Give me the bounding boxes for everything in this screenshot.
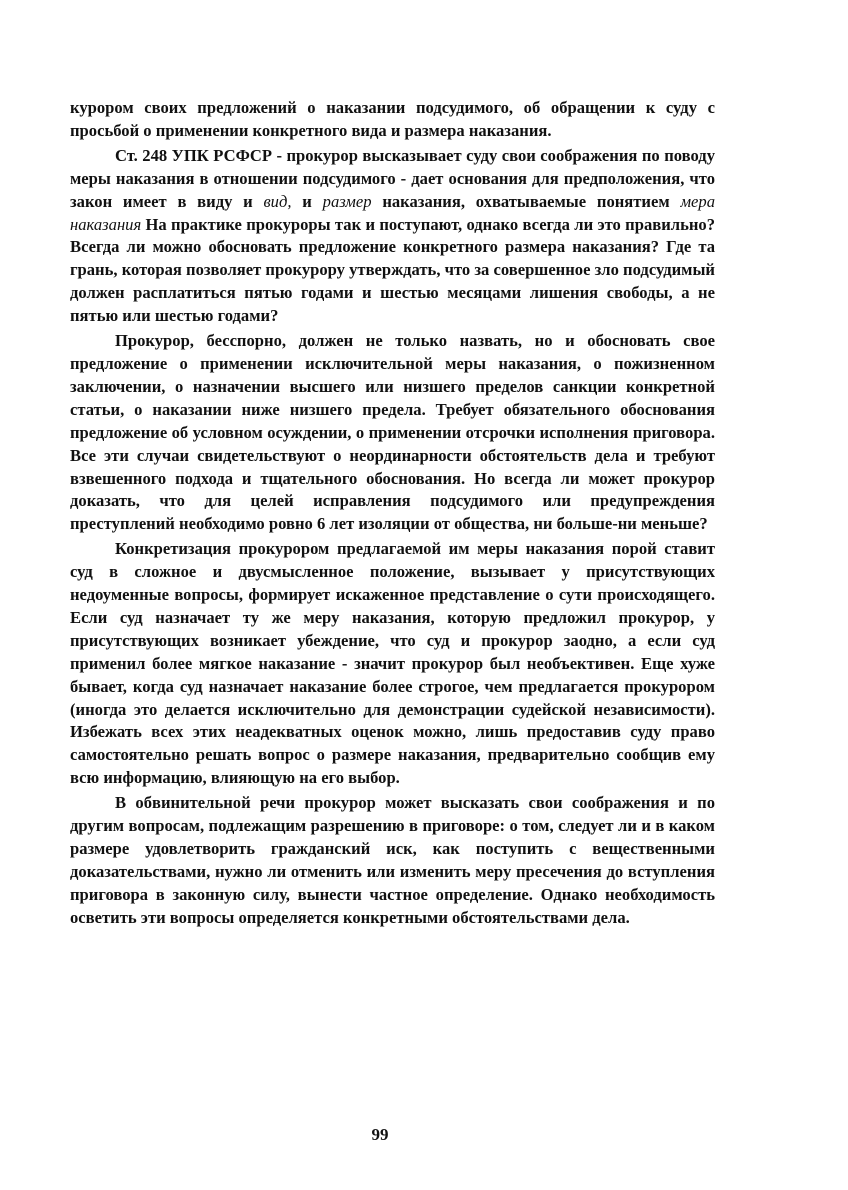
italic-term-vid: вид, <box>263 191 292 211</box>
paragraph-text: На практике прокуроры так и поступают, однако всегда ли это правильно? Всегда ли можно обосновать предложение конкретного размера наказания? Где та грань, которая позволяет прокурору утверждать, что за совершенное зло подсудимый должен расплатиться пятью годами и шестью месяцами лишения свободы, а не пятью или шестью годами? <box>70 214 715 326</box>
paragraph-concretization: Конкретизация прокурором предлагаемой им меры наказания порой ставит суд в сложное и двусмысленное положение, вызывает у присутствующих недоуменные вопросы, формирует искаженное представление о сути происходящего. Если суд назначает ту же меру наказания, которую предложил прокурор, у присутствующих возникает убеждение, что суд и прокурор заодно, а если суд применил более мягкое наказание - значит прокурор был необъективен. Еще хуже бывает, когда суд назначает наказание более строгое, чем предлагается прокурором (иногда это делается исключительно для демонстрации судейской независимости). Избежать всех этих неадекватных оценок можно, лишь предоставив суду право самостоятельно решать вопрос о размере наказания, предварительно сообщив ему всю информацию, влияющую на его выбор. <box>70 539 715 788</box>
paragraph-text: Ст. 248 УПК РСФСР - прокурор высказывает суду свои соображения по поводу меры наказания в отношении подсудимого - дает основания для предположения, что закон имеет в виду и <box>70 145 715 211</box>
page-number: 99 <box>371 1125 389 1144</box>
body-text <box>70 97 715 930</box>
paragraph-continuation: курором своих предложений о наказании подсудимого, об обращении к суду с просьбой о применении конкретного вида и размера наказания. <box>70 98 715 140</box>
paragraph-article-248 <box>70 145 715 328</box>
paragraph-accusatory-speech: В обвинительной речи прокурор может высказать свои соображения и по другим вопросам, подлежащим разрешению в приговоре: о том, следует ли и в каком размере удовлетворить гражданский иск, как поступить с вещественными доказательствами, нужно ли отменить или изменить меру пресечения до вступления приговора в законную силу, вынести частное определение. Однако необходимость осветить эти вопросы определяется конкретными обстоятельствами дела. <box>70 793 715 927</box>
paragraph-prosecutor: Прокурор, бесспорно, должен не только назвать, но и обосновать свое предложение о применении исключительной меры наказания, о пожизненном заключении, о назначении высшего или низшего пределов санкции конкретной статьи, о наказании ниже низшего предела. Требует обязательного обоснования предложение об условном осуждении, о применении отсрочки исполнения приговора. Все эти случаи свидетельствуют о неординарности обстоятельств дела и требуют взвешенного подхода и тщательного обоснования. Но всегда ли может прокурор доказать, что для целей исправления подсудимого или предупреждения преступлений необходимо ровно 6 лет изоляции от общества, ни больше-ни меньше? <box>70 331 715 534</box>
italic-term-mera: мера наказания <box>70 191 715 234</box>
italic-term-razmer: размер <box>322 191 372 211</box>
paragraph-text: наказания, охватываемые понятием <box>371 191 681 211</box>
paragraph-text: и <box>291 191 323 211</box>
